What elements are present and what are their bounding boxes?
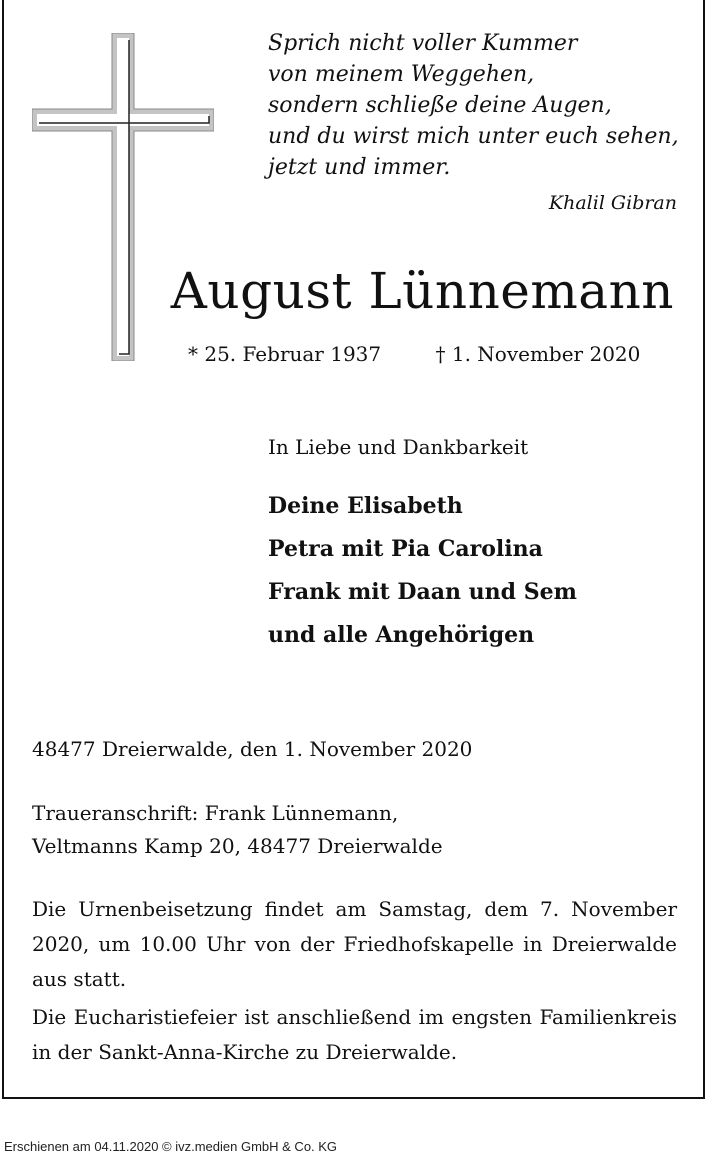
deceased-name: August Lünnemann bbox=[170, 262, 674, 320]
place-date: 48477 Dreierwalde, den 1. November 2020 bbox=[32, 737, 473, 761]
quote-line: jetzt und immer. bbox=[268, 155, 451, 180]
birth-date: * 25. Februar 1937 bbox=[188, 342, 382, 366]
mourning-address bbox=[32, 797, 443, 863]
quote-author: Khalil Gibran bbox=[548, 192, 677, 214]
life-dates bbox=[188, 342, 640, 366]
death-date: † 1. November 2020 bbox=[435, 342, 641, 366]
mass-paragraph: Die Eucharistiefeier ist anschließend im engsten Familienkreis in der Sankt-Anna-Kirche zu Dreierwalde. bbox=[32, 1005, 677, 1064]
mourner: und alle Angehörigen bbox=[268, 622, 535, 648]
burial-paragraph: Die Urnenbeisetzung findet am Samstag, dem 7. November 2020, um 10.00 Uhr von der Friedhofskapelle in Dreierwalde aus statt. bbox=[32, 897, 677, 991]
address-line: Traueranschrift: Frank Lünnemann, bbox=[32, 801, 399, 825]
mourners-list bbox=[268, 485, 577, 657]
quote-line: und du wirst mich unter euch sehen, bbox=[268, 124, 679, 149]
quote-line: sondern schließe deine Augen, bbox=[268, 93, 612, 118]
quote-line: Sprich nicht voller Kummer bbox=[268, 31, 578, 56]
address-line: Veltmanns Kamp 20, 48477 Dreierwalde bbox=[32, 834, 443, 858]
publication-footer: Erschienen am 04.11.2020 © ivz.medien GmbH & Co. KG bbox=[4, 1139, 338, 1154]
thanks-line: In Liebe und Dankbarkeit bbox=[268, 435, 529, 459]
mourner: Frank mit Daan und Sem bbox=[268, 579, 577, 605]
mourner: Deine Elisabeth bbox=[268, 493, 463, 519]
quote-block bbox=[268, 28, 679, 183]
quote-line: von meinem Weggehen, bbox=[268, 62, 535, 87]
mourner: Petra mit Pia Carolina bbox=[268, 536, 543, 562]
